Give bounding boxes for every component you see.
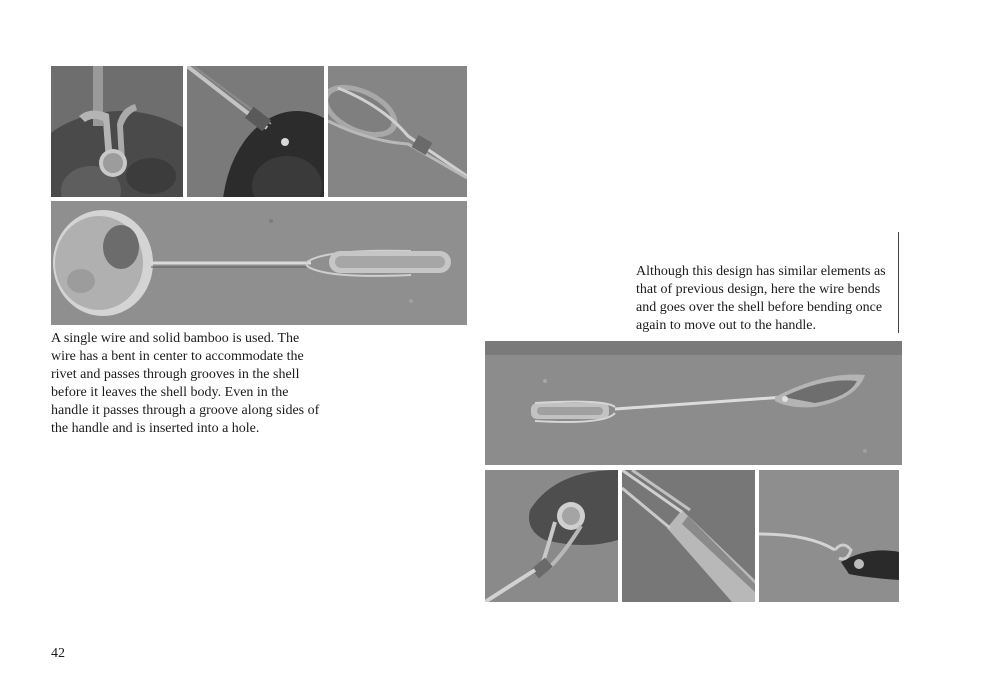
right-caption: Although this design has similar elements as that of previous design, here the wire bends and goes over the shell before bending once again to move out to the handle. bbox=[636, 264, 886, 333]
photo-wire-hook-closeup bbox=[759, 470, 899, 602]
photo-handle-groove bbox=[328, 66, 467, 197]
page-number: 42 bbox=[51, 646, 65, 661]
photo-rivet-closeup-top bbox=[51, 66, 183, 197]
left-caption: A single wire and solid bamboo is used. The wire has a bent in center to accommodate the rivet and passes through grooves in the shell before it leaves the shell body. Even in the handle it passes through a groove along sides of the handle and is inserted into a hole. bbox=[51, 331, 320, 436]
caption-rule bbox=[898, 232, 899, 333]
photo-ladle-full-view-left bbox=[51, 201, 467, 325]
photo-wire-entering-shell bbox=[187, 66, 324, 197]
photo-handle-wire-closeup bbox=[622, 470, 755, 602]
photo-ladle-full-view-right bbox=[485, 341, 902, 465]
photo-rivet-closeup-right bbox=[485, 470, 618, 602]
